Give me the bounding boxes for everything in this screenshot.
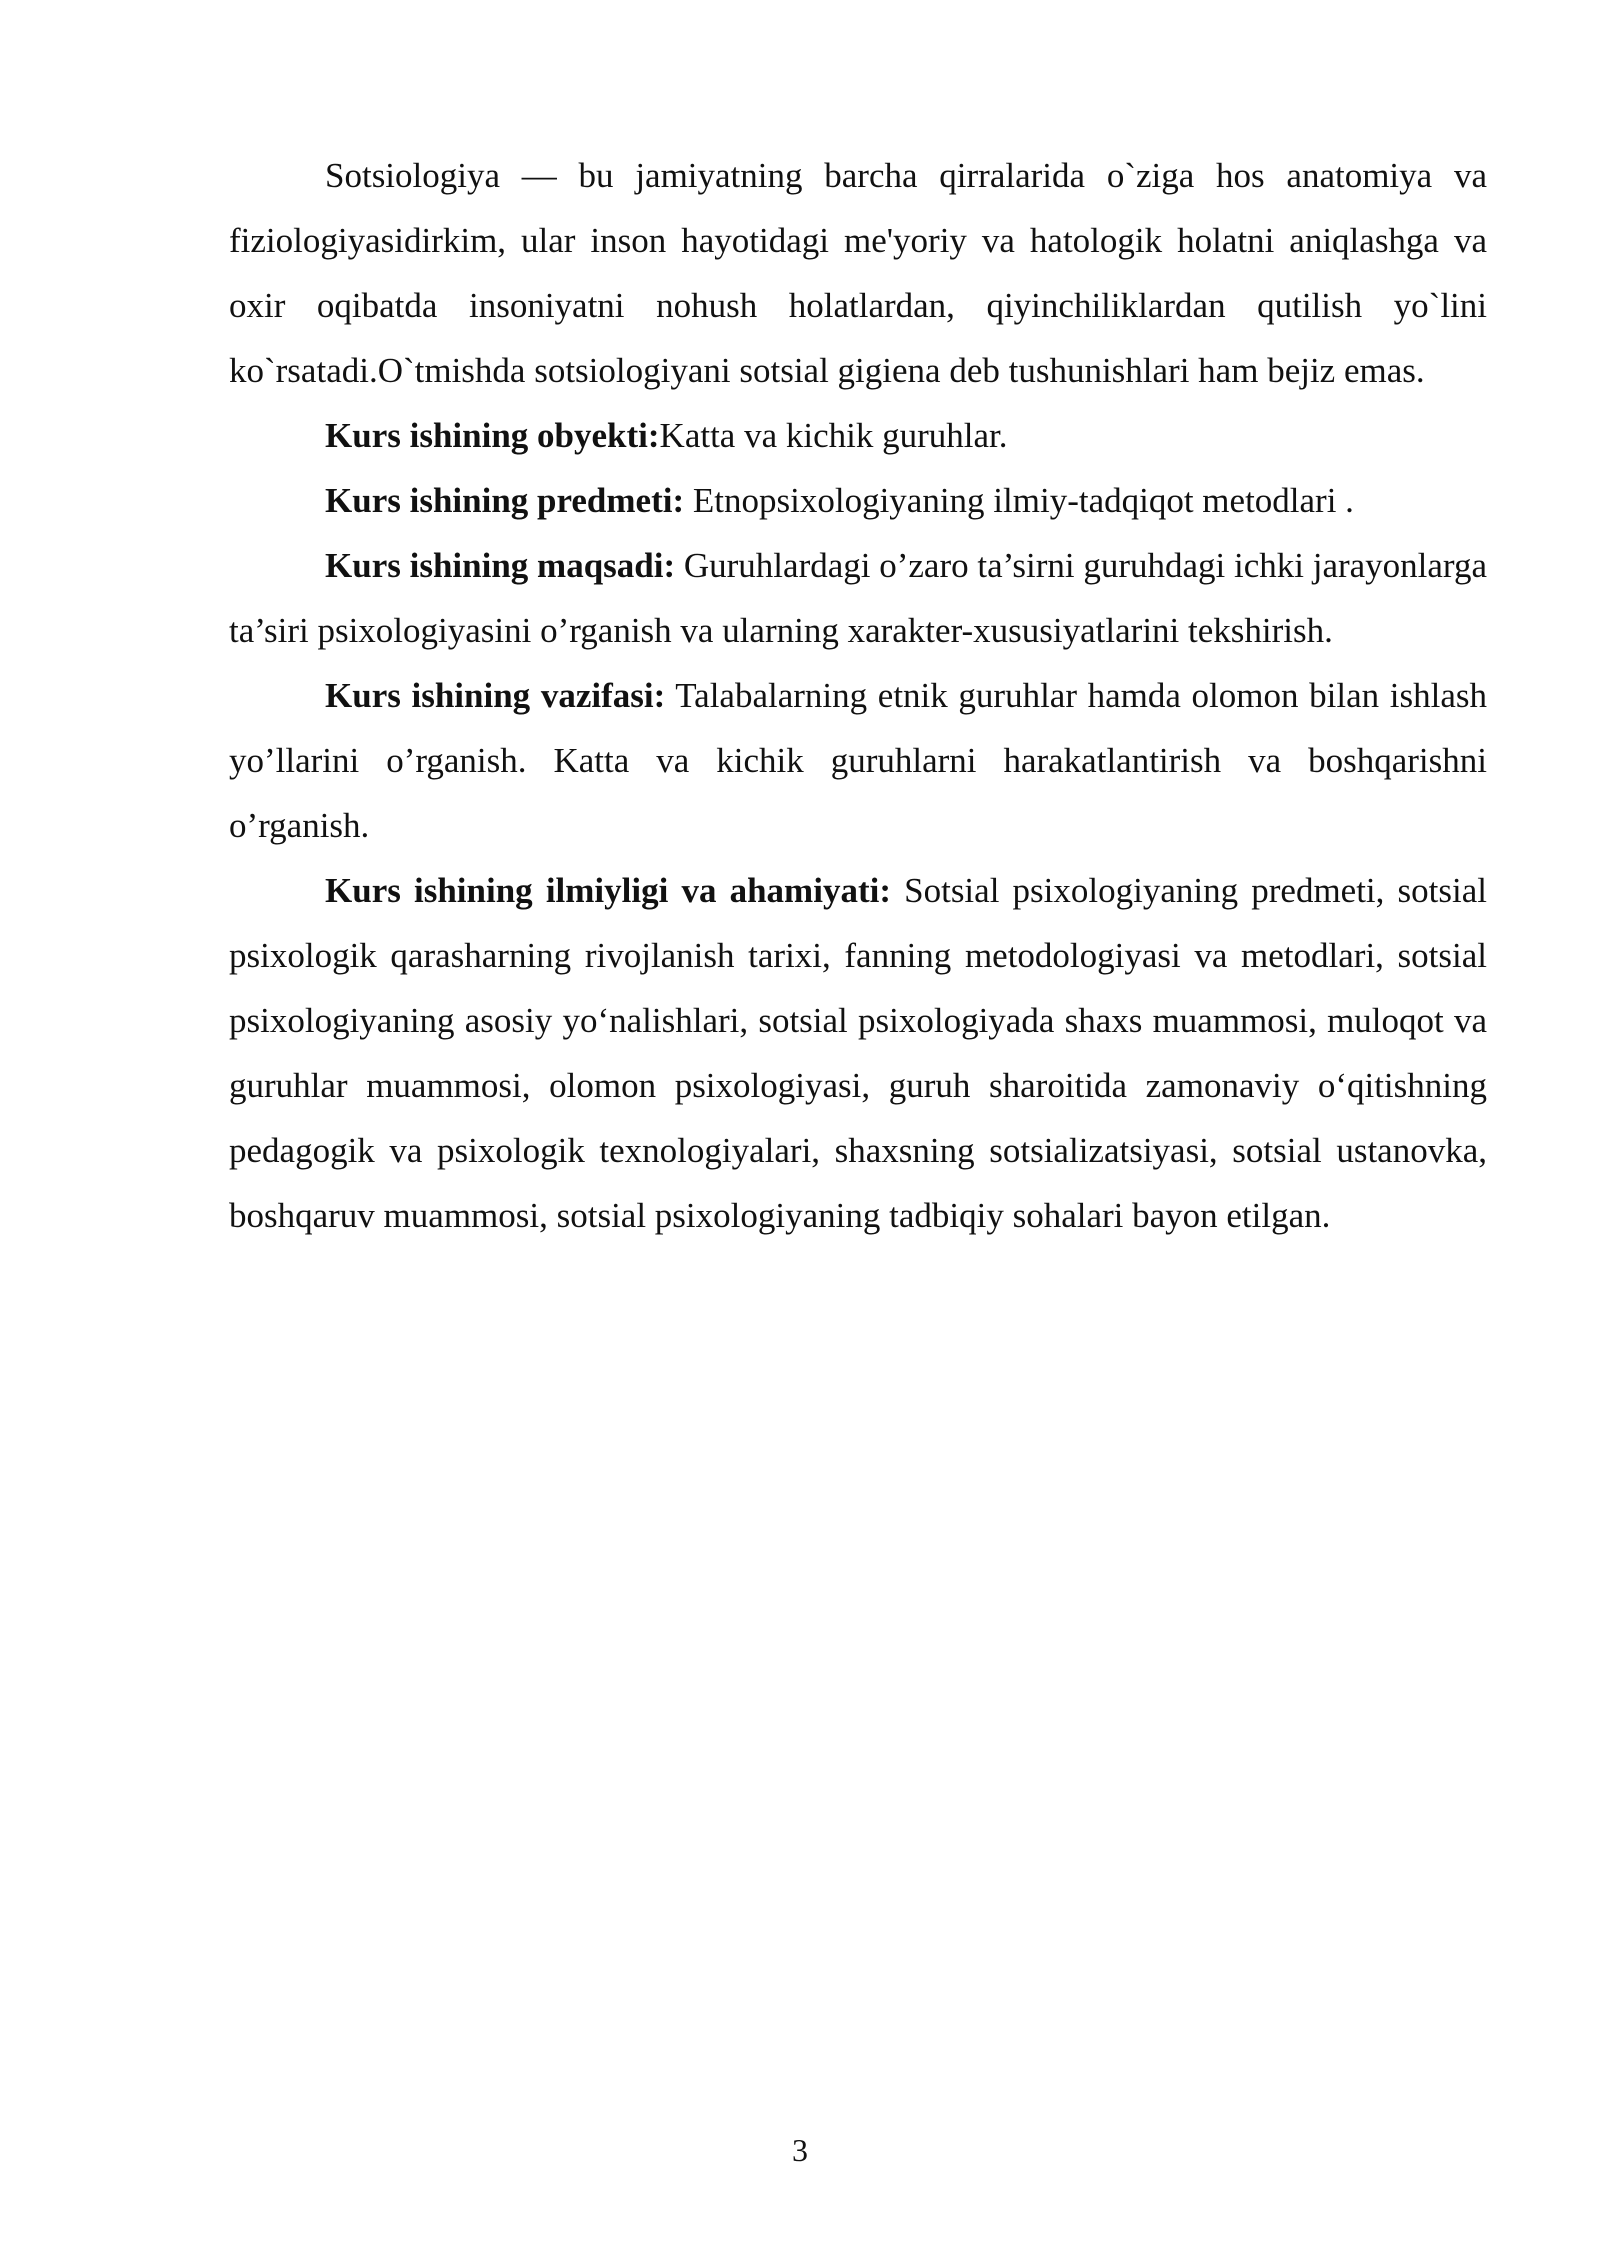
- tasks-label: Kurs ishining vazifasi:: [325, 676, 666, 715]
- significance-text: Sotsial psixologiyaning predmeti, sotsial psixologik qarasharning rivojlanish tarixi, fanning metodologiyasi va metodlari, sotsial psixologiyaning asosiy yo‘nalishlari, sotsial psixologiyada shaxs muammosi, muloqot va guruhlar muammosi, olomon psixologiyasi, guruh sharoitida zamonaviy o‘qitishning pedagogik va psixologik texnologiyalari, shaxsning sotsializatsiyasi, sotsial ustanovka, boshqaruv muammosi, sotsial psixologiyaning tadbiqiy sohalari bayon etilgan.: [229, 871, 1487, 1235]
- document-body: [229, 143, 1487, 1248]
- tasks-text: Talabalarning etnik guruhlar hamda olomon bilan ishlash yo’llarini o’rganish. Katta va kichik guruhlarni harakatlantirish va boshqarishni o’rganish.: [229, 676, 1487, 845]
- subject-label: Kurs ishining predmeti:: [325, 481, 685, 520]
- tasks-paragraph: [229, 663, 1487, 858]
- object-text: Katta va kichik guruhlar.: [659, 416, 1008, 455]
- goal-label: Kurs ishining maqsadi:: [325, 546, 676, 585]
- page-number: 3: [792, 2132, 808, 2168]
- subject-text: Etnopsixologiyaning ilmiy-tadqiqot metodlari .: [684, 481, 1354, 520]
- intro-paragraph: Sotsiologiya — bu jamiyatning barcha qirralarida o`ziga hos anatomiya va fiziologiyasidirkim, ular inson hayotidagi me'yoriy va hatologik holatni aniqlashga va oxir oqibatda insoniyatni nohush holatlardan, qiyinchiliklardan qutilish yo`lini ko`rsatadi.O`tmishda sotsiologiyani sotsial gigiena deb tushunishlari ham bejiz emas.: [229, 156, 1487, 390]
- object-paragraph: [229, 403, 1487, 468]
- goal-paragraph: [229, 533, 1487, 663]
- significance-paragraph: [229, 858, 1487, 1248]
- goal-text: Guruhlardagi o’zaro ta’sirni guruhdagi ichki jarayonlarga ta’siri psixologiyasini o’rganish va ularning xarakter-xususiyatlarini tekshirish.: [229, 546, 1487, 650]
- significance-label: Kurs ishining ilmiyligi va ahamiyati:: [325, 871, 891, 910]
- object-label: Kurs ishining obyekti:: [325, 416, 660, 455]
- subject-paragraph: [229, 468, 1487, 533]
